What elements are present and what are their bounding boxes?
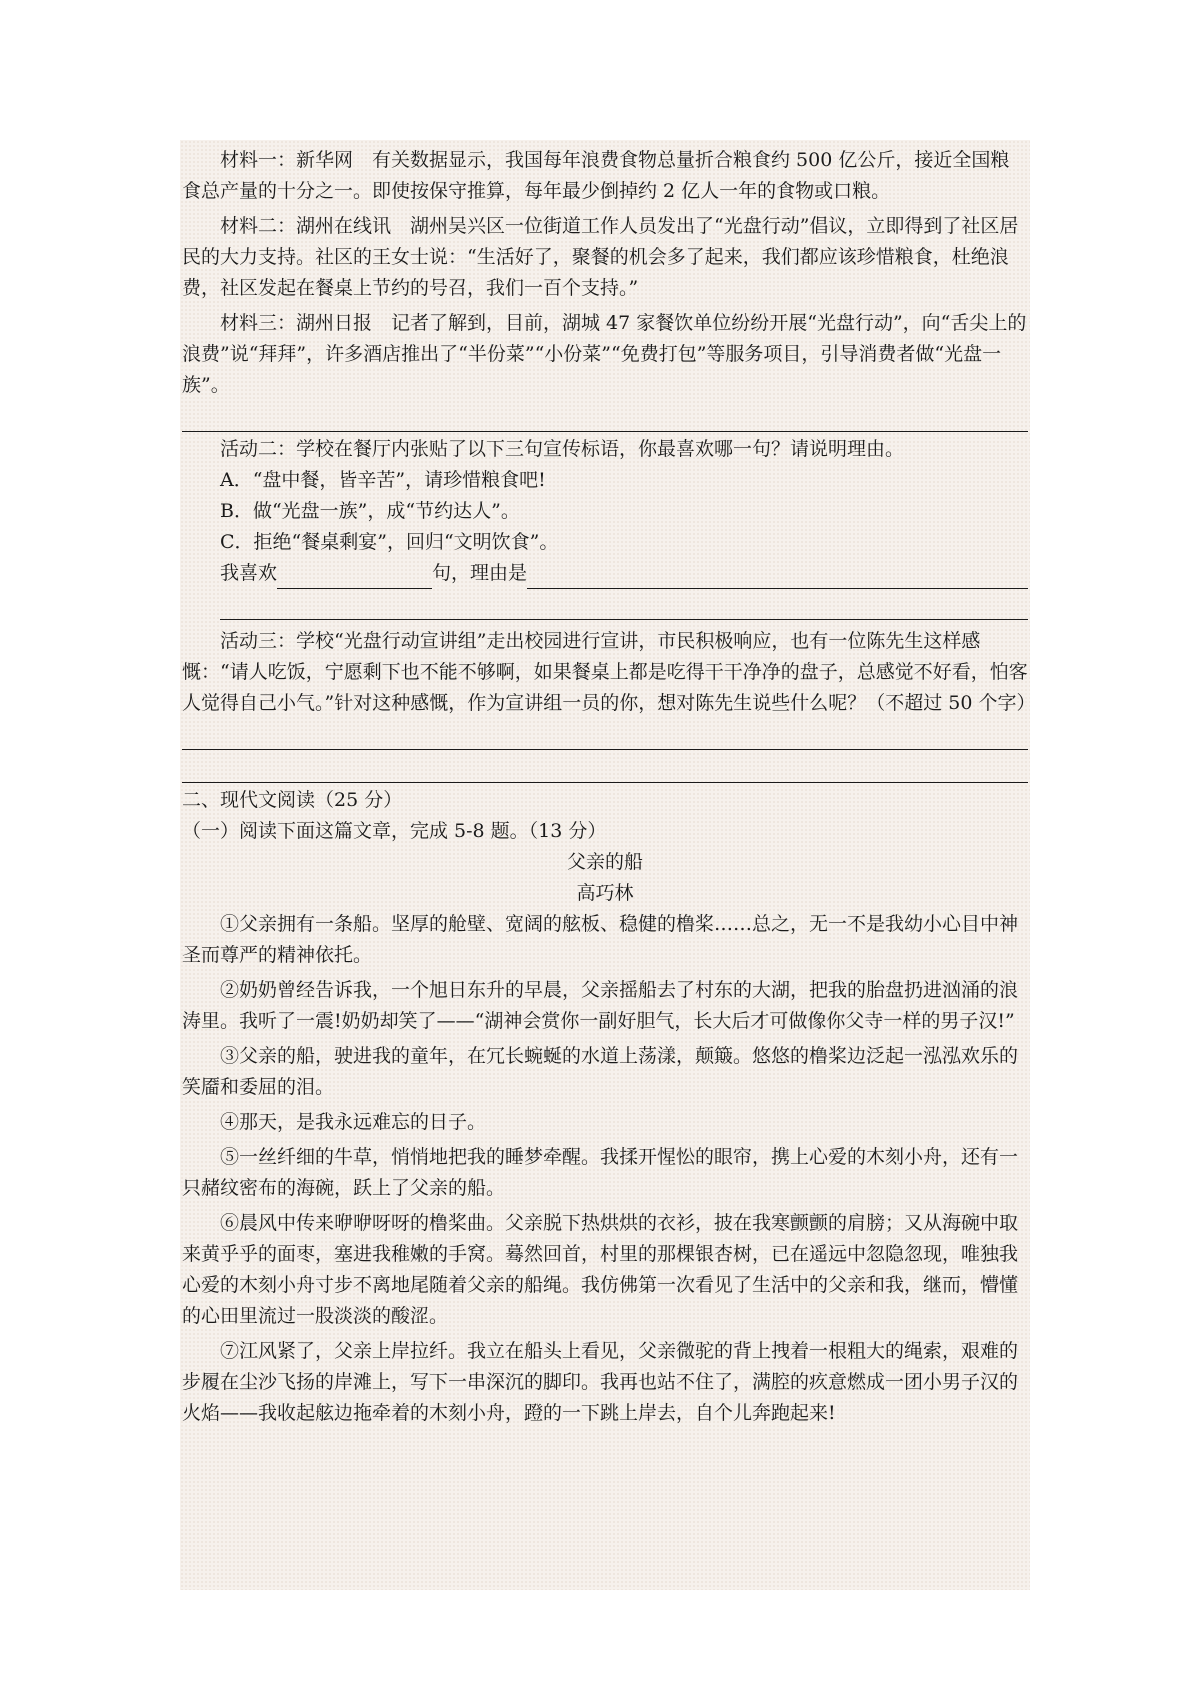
answer-line-1[interactable] — [182, 401, 1028, 432]
answer-line-3[interactable] — [182, 752, 1028, 783]
activity2-option-c: C．拒绝“餐桌剩宴”，回归“文明饮食”。 — [220, 531, 559, 553]
section2-subheading: （一）阅读下面这篇文章，完成 5-8 题。（13 分） — [182, 820, 607, 842]
article-paragraph-4: ④那天，是我永远难忘的日子。 — [220, 1111, 487, 1133]
fill-mid: 句，理由是 — [432, 562, 528, 584]
activity2-option-b: B．做“光盘一族”，成“节约达人”。 — [220, 500, 520, 522]
activity3-prompt: 活动三：学校“光盘行动宣讲组”走出校园进行宣讲，市民积极响应，也有一位陈先生这样感慨：“请人吃饭，宁愿剩下也不能不够啊，如果餐桌上都是吃得干干净净的盘子，总感觉不好看，怕客人觉得自己小气。”针对这种感慨，作为宣讲组一员的你，想对陈先生说些什么呢？（不超过 50 个字） — [182, 630, 1036, 714]
article-paragraph-7: ⑦江风紧了，父亲上岸拉纤。我立在船头上看见，父亲微驼的背上拽着一根粗大的绳索，艰难的步履在尘沙飞扬的岸滩上，写下一串深沉的脚印。我再也站不住了，满腔的疚意燃成一团小男子汉的火焰——我收起舷边拖牵着的木刻小舟，蹬的一下跳上岸去，自个儿奔跑起来! — [182, 1340, 1019, 1424]
article-title: 父亲的船 — [566, 851, 643, 873]
article-paragraph-2: ②奶奶曾经告诉我，一个旭日东升的早晨，父亲摇船去了村东的大湖，把我的胎盘扔进汹涌的浪涛里。我听了一震!奶奶却笑了——“湖神会赏你一副好胆气，长大后才可做像你父寺一样的男子汉!” — [182, 979, 1019, 1032]
article-paragraph-6: ⑥晨风中传来咿咿呀呀的橹桨曲。父亲脱下热烘烘的衣衫，披在我寒颤颤的肩膀；又从海碗中取来黄乎乎的面枣，塞进我稚嫩的手窝。蓦然回首，村里的那棵银杏树，已在遥远中忽隐忽现，唯独我心爱的木刻小舟寸步不离地尾随着父亲的船绳。我仿佛第一次看见了生活中的父亲和我，继而，懵懂的心田里流过一股淡淡的酸涩。 — [182, 1212, 1019, 1327]
answer-line-2[interactable] — [182, 719, 1028, 750]
activity2-option-a: A．“盘中餐，皆辛苦”，请珍惜粮食吧! — [220, 469, 546, 491]
choice-blank[interactable] — [277, 564, 432, 589]
article-paragraph-1: ①父亲拥有一条船。坚厚的舱壁、宽阔的舷板、稳健的橹桨……总之，无一不是我幼小心目中神圣而尊严的精神依托。 — [182, 913, 1019, 966]
fill-prefix: 我喜欢 — [220, 562, 278, 584]
article-paragraph-3: ③父亲的船，驶进我的童年，在冗长蜿蜒的水道上荡漾，颠簸。悠悠的橹桨边泛起一泓泓欢乐的笑靥和委屈的泪。 — [182, 1045, 1019, 1098]
article-paragraph-5: ⑤一丝纤细的牛草，悄悄地把我的睡梦牵醒。我揉开惺忪的眼帘，携上心爱的木刻小舟，还有一只赭纹密布的海碗，跃上了父亲的船。 — [182, 1146, 1019, 1199]
document-content — [182, 145, 1036, 1429]
material-1: 材料一：新华网 有关数据显示，我国每年浪费食物总量折合粮食约 500 亿公斤，接近全国粮食总产量的十分之一。即使按保守推算，每年最少倒掉约 2 亿人一年的食物或口粮。 — [182, 149, 1010, 202]
article-author: 高巧林 — [576, 882, 634, 904]
activity2-prompt: 活动二：学校在餐厅内张贴了以下三句宣传标语，你最喜欢哪一句？请说明理由。 — [220, 438, 905, 460]
section2-heading: 二、现代文阅读（25 分） — [182, 789, 403, 811]
material-3: 材料三：湖州日报 记者了解到，目前，湖城 47 家餐饮单位纷纷开展“光盘行动”，向“舌尖上的浪费”说“拜拜”，许多酒店推出了“半份菜”“小份菜”“免费打包”等服务项目，引导消费者做“光盘一族”。 — [182, 312, 1027, 396]
activity2-fill-row — [182, 558, 1028, 589]
reason-blank[interactable] — [527, 564, 1028, 589]
material-2: 材料二：湖州在线讯 湖州吴兴区一位街道工作人员发出了“光盘行动”倡议，立即得到了社区居民的大力支持。社区的王女士说：“生活好了，聚餐的机会多了起来，我们都应该珍惜粮食，杜绝浪费，社区发起在餐桌上节约的号召，我们一百个支持。” — [182, 215, 1019, 299]
reason-line-2[interactable] — [220, 589, 1028, 620]
